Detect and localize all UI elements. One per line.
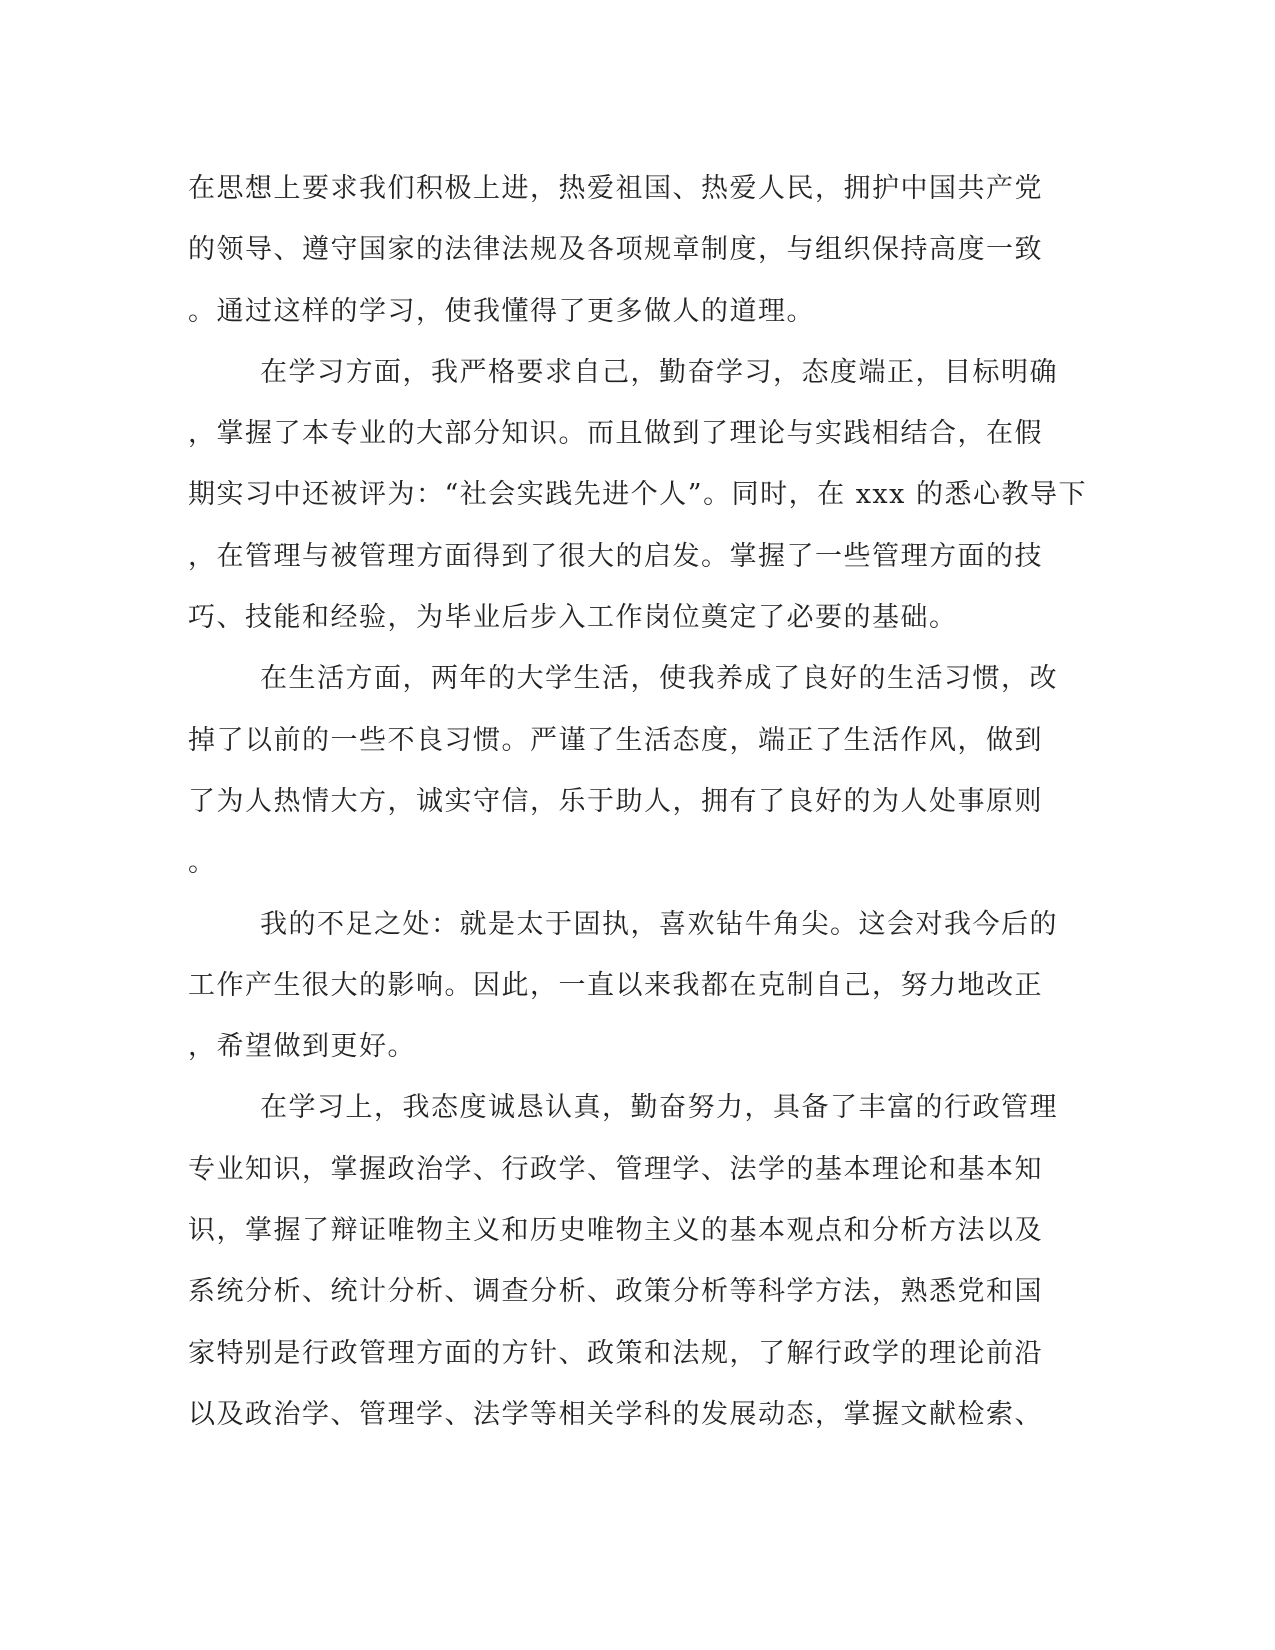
- text-line: 了为人热情大方，诚实守信，乐于助人，拥有了良好的为人处事原则: [188, 785, 1043, 817]
- text-line: 的领导、遵守国家的法律法规及各项规章制度，与组织保持高度一致: [188, 234, 1043, 266]
- text-line: 掉了以前的一些不良习惯。严谨了生活态度，端正了生活作风，做到: [188, 724, 1043, 756]
- paragraph-first-line: 在生活方面，两年的大学生活，使我养成了良好的生活习惯，改: [260, 663, 1058, 695]
- text-line: 专业知识，掌握政治学、行政学、管理学、法学的基本理论和基本知: [188, 1153, 1043, 1185]
- text-line: 。通过这样的学习，使我懂得了更多做人的道理。: [188, 295, 815, 327]
- text-line: 巧、技能和经验，为毕业后步入工作岗位奠定了必要的基础。: [188, 602, 958, 634]
- paragraph-first-line: 在学习上，我态度诚恳认真，勤奋努力，具备了丰富的行政管理: [260, 1092, 1058, 1124]
- paragraph-first-line: 在学习方面，我严格要求自己，勤奋学习，态度端正，目标明确: [260, 356, 1058, 388]
- text-line: ，在管理与被管理方面得到了很大的启发。掌握了一些管理方面的技: [188, 540, 1043, 572]
- document-body: [188, 158, 1088, 1445]
- text-line: 识，掌握了辩证唯物主义和历史唯物主义的基本观点和分析方法以及: [188, 1215, 1043, 1247]
- paragraph-first-line: 我的不足之处：就是太于固执，喜欢钻牛角尖。这会对我今后的: [260, 908, 1058, 940]
- text-line: 以及政治学、管理学、法学等相关学科的发展动态，掌握文献检索、: [188, 1398, 1043, 1430]
- text-line: 期实习中还被评为：“社会实践先进个人”。同时，在 xxx 的悉心教导下: [188, 479, 1087, 511]
- text-line: 系统分析、统计分析、调查分析、政策分析等科学方法，熟悉党和国: [188, 1276, 1043, 1308]
- text-line: 工作产生很大的影响。因此，一直以来我都在克制自己，努力地改正: [188, 969, 1043, 1001]
- text-line: 在思想上要求我们积极上进，热爱祖国、热爱人民，拥护中国共产党: [188, 173, 1043, 204]
- text-line: 。: [188, 847, 217, 879]
- text-line: ，掌握了本专业的大部分知识。而且做到了理论与实践相结合，在假: [188, 418, 1043, 450]
- text-line: ，希望做到更好。: [188, 1031, 416, 1063]
- text-line: 家特别是行政管理方面的方针、政策和法规，了解行政学的理论前沿: [188, 1337, 1043, 1369]
